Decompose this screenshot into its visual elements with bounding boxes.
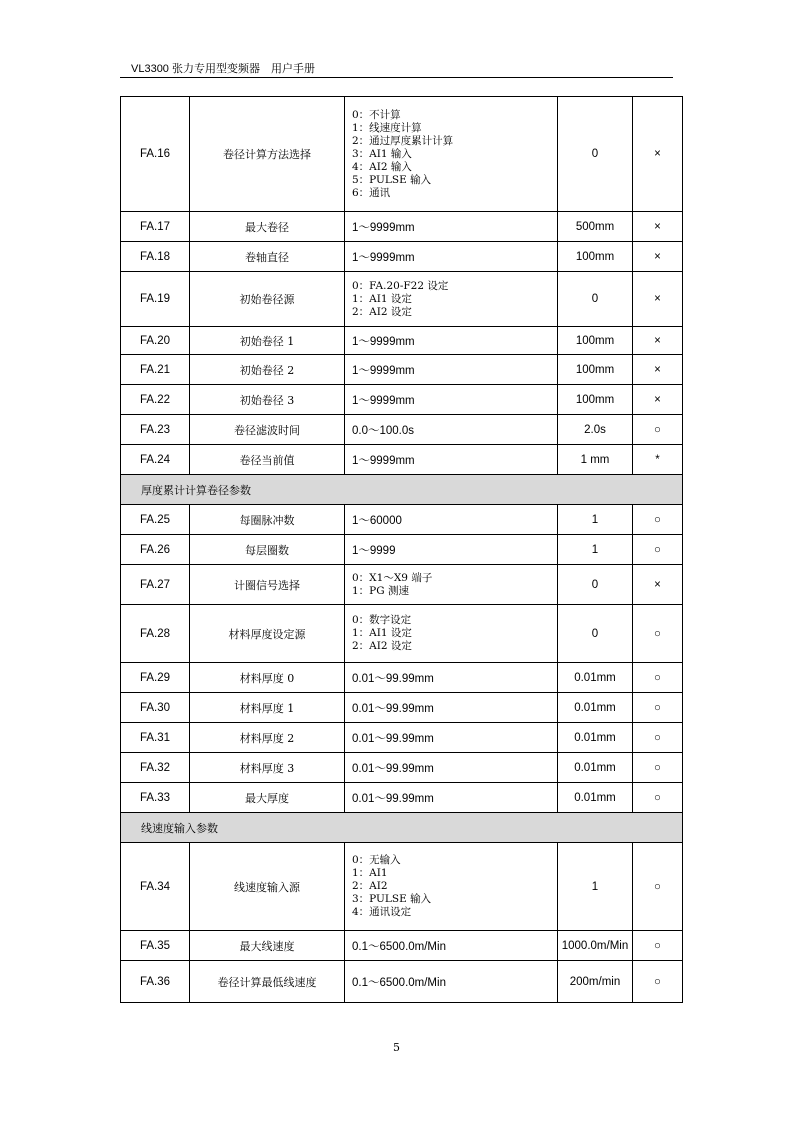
param-default: 0.01mm xyxy=(558,723,633,753)
param-name: 最大卷径 xyxy=(190,212,345,242)
param-range xyxy=(345,535,558,565)
param-change-attr: ○ xyxy=(633,605,683,663)
param-default: 0.01mm xyxy=(558,693,633,723)
param-name: 计圈信号选择 xyxy=(190,565,345,605)
range-line: 2：通过厚度累计计算 xyxy=(352,134,454,147)
param-range xyxy=(345,961,558,1003)
range-line: 1：AI1 设定 xyxy=(352,292,412,305)
range-line: 2：AI2 设定 xyxy=(352,305,412,318)
range-line: 1～9999mm xyxy=(352,251,415,264)
section-header-row xyxy=(121,475,683,505)
param-change-attr: ○ xyxy=(633,931,683,961)
param-name: 卷轴直径 xyxy=(190,242,345,272)
param-change-attr: × xyxy=(633,355,683,385)
table-row xyxy=(121,505,683,535)
param-code: FA.33 xyxy=(121,783,190,813)
param-code: FA.20 xyxy=(121,327,190,355)
range-line: 0.01～99.99mm xyxy=(352,762,434,775)
param-range xyxy=(345,783,558,813)
param-range xyxy=(345,97,558,212)
param-change-attr: ○ xyxy=(633,505,683,535)
table-row xyxy=(121,97,683,212)
param-name: 每层圈数 xyxy=(190,535,345,565)
table-row xyxy=(121,327,683,355)
range-line: 0.1～6500.0m/Min xyxy=(352,976,446,989)
param-code: FA.29 xyxy=(121,663,190,693)
range-line: 0：不计算 xyxy=(352,108,401,121)
param-range xyxy=(345,693,558,723)
table-row xyxy=(121,415,683,445)
param-range xyxy=(345,605,558,663)
table-row xyxy=(121,385,683,415)
range-line: 0.01～99.99mm xyxy=(352,732,434,745)
param-default: 1 mm xyxy=(558,445,633,475)
range-line: 6：通讯 xyxy=(352,186,391,199)
range-line: 0.0～100.0s xyxy=(352,424,415,437)
range-line: 1：AI1 设定 xyxy=(352,627,412,639)
section-title: 线速度输入参数 xyxy=(121,813,683,843)
range-line: 0：X1～X9 端子 xyxy=(352,571,433,584)
param-name: 卷径滤波时间 xyxy=(190,415,345,445)
param-code: FA.17 xyxy=(121,212,190,242)
param-range xyxy=(345,505,558,535)
param-default: 0 xyxy=(558,272,633,327)
range-line: 1：PG 测速 xyxy=(352,584,409,597)
table-row xyxy=(121,565,683,605)
param-name: 卷径当前值 xyxy=(190,445,345,475)
table-row xyxy=(121,663,683,693)
param-code: FA.16 xyxy=(121,97,190,212)
param-default: 1000.0m/Min xyxy=(558,931,633,961)
param-code: FA.21 xyxy=(121,355,190,385)
param-change-attr: × xyxy=(633,97,683,212)
param-name: 最大厚度 xyxy=(190,783,345,813)
range-line: 3：PULSE 输入 xyxy=(352,893,432,905)
param-default: 0.01mm xyxy=(558,663,633,693)
page-number: 5 xyxy=(393,1041,400,1054)
range-line: 1～60000 xyxy=(352,514,402,527)
param-name: 卷径计算最低线速度 xyxy=(190,961,345,1003)
param-name: 初始卷径 1 xyxy=(190,327,345,355)
param-default: 2.0s xyxy=(558,415,633,445)
param-range xyxy=(345,272,558,327)
param-change-attr: ○ xyxy=(633,753,683,783)
table-row xyxy=(121,961,683,1003)
param-code: FA.35 xyxy=(121,931,190,961)
param-default: 1 xyxy=(558,535,633,565)
range-line: 0.01～99.99mm xyxy=(352,672,434,685)
param-range xyxy=(345,355,558,385)
range-line: 2：AI2 设定 xyxy=(352,640,412,652)
range-line: 1～9999mm xyxy=(352,335,415,348)
range-line: 0.1～6500.0m/Min xyxy=(352,940,446,953)
param-code: FA.19 xyxy=(121,272,190,327)
param-change-attr: × xyxy=(633,327,683,355)
table-row xyxy=(121,212,683,242)
range-line: 1～9999mm xyxy=(352,394,415,407)
param-default: 500mm xyxy=(558,212,633,242)
param-name: 材料厚度 2 xyxy=(190,723,345,753)
table-row xyxy=(121,753,683,783)
table-row xyxy=(121,355,683,385)
range-line: 1：AI1 xyxy=(352,867,388,879)
document-header: VL3300 张力专用型变频器 用户手册 xyxy=(131,63,315,75)
table-row xyxy=(121,783,683,813)
range-line: 3：AI1 输入 xyxy=(352,147,412,160)
table-row xyxy=(121,605,683,663)
param-name: 线速度输入源 xyxy=(190,843,345,931)
range-line: 1～9999 xyxy=(352,544,396,557)
param-name: 初始卷径 3 xyxy=(190,385,345,415)
table-row xyxy=(121,693,683,723)
parameter-table xyxy=(120,96,683,1003)
param-code: FA.28 xyxy=(121,605,190,663)
param-default: 0 xyxy=(558,565,633,605)
range-line: 2：AI2 xyxy=(352,880,388,892)
param-change-attr: × xyxy=(633,272,683,327)
param-default: 0 xyxy=(558,605,633,663)
param-default: 100mm xyxy=(558,242,633,272)
param-change-attr: ○ xyxy=(633,783,683,813)
table-row xyxy=(121,272,683,327)
range-line: 0.01～99.99mm xyxy=(352,792,434,805)
range-line: 4：通讯设定 xyxy=(352,906,412,918)
param-code: FA.22 xyxy=(121,385,190,415)
param-change-attr: × xyxy=(633,212,683,242)
header-rule xyxy=(120,77,673,78)
range-line: 0：FA.20-F22 设定 xyxy=(352,279,449,292)
param-default: 1 xyxy=(558,505,633,535)
param-name: 最大线速度 xyxy=(190,931,345,961)
param-code: FA.30 xyxy=(121,693,190,723)
param-code: FA.36 xyxy=(121,961,190,1003)
table-row xyxy=(121,931,683,961)
param-change-attr: ○ xyxy=(633,961,683,1003)
parameter-table-body xyxy=(121,97,683,1003)
param-change-attr: × xyxy=(633,242,683,272)
param-change-attr: ○ xyxy=(633,535,683,565)
param-change-attr: * xyxy=(633,445,683,475)
param-name: 每圈脉冲数 xyxy=(190,505,345,535)
param-code: FA.18 xyxy=(121,242,190,272)
param-code: FA.26 xyxy=(121,535,190,565)
param-default: 0 xyxy=(558,97,633,212)
range-line: 0.01～99.99mm xyxy=(352,702,434,715)
range-line: 5：PULSE 输入 xyxy=(352,173,432,186)
range-line: 4：AI2 输入 xyxy=(352,160,412,173)
param-range xyxy=(345,327,558,355)
param-name: 材料厚度 0 xyxy=(190,663,345,693)
range-line: 1～9999mm xyxy=(352,221,415,234)
param-range xyxy=(345,931,558,961)
param-code: FA.32 xyxy=(121,753,190,783)
param-range xyxy=(345,415,558,445)
param-range xyxy=(345,385,558,415)
param-change-attr: ○ xyxy=(633,693,683,723)
param-code: FA.27 xyxy=(121,565,190,605)
table-row xyxy=(121,535,683,565)
param-change-attr: × xyxy=(633,385,683,415)
range-line: 1：线速度计算 xyxy=(352,121,422,134)
param-default: 0.01mm xyxy=(558,783,633,813)
param-change-attr: ○ xyxy=(633,843,683,931)
param-default: 200m/min xyxy=(558,961,633,1003)
param-change-attr: ○ xyxy=(633,415,683,445)
param-name: 材料厚度设定源 xyxy=(190,605,345,663)
param-change-attr: × xyxy=(633,565,683,605)
param-default: 100mm xyxy=(558,327,633,355)
param-name: 初始卷径源 xyxy=(190,272,345,327)
section-header-row xyxy=(121,813,683,843)
param-change-attr: ○ xyxy=(633,723,683,753)
param-code: FA.31 xyxy=(121,723,190,753)
param-range xyxy=(345,663,558,693)
range-line: 1～9999mm xyxy=(352,364,415,377)
table-row xyxy=(121,242,683,272)
range-line: 0：无输入 xyxy=(352,854,401,866)
param-range xyxy=(345,565,558,605)
param-code: FA.24 xyxy=(121,445,190,475)
param-code: FA.23 xyxy=(121,415,190,445)
param-default: 1 xyxy=(558,843,633,931)
param-code: FA.34 xyxy=(121,843,190,931)
table-row xyxy=(121,445,683,475)
section-title: 厚度累计计算卷径参数 xyxy=(121,475,683,505)
table-row xyxy=(121,723,683,753)
param-range xyxy=(345,843,558,931)
param-range xyxy=(345,445,558,475)
param-default: 100mm xyxy=(558,355,633,385)
param-range xyxy=(345,723,558,753)
param-name: 材料厚度 3 xyxy=(190,753,345,783)
param-default: 0.01mm xyxy=(558,753,633,783)
param-range xyxy=(345,753,558,783)
param-range xyxy=(345,212,558,242)
param-range xyxy=(345,242,558,272)
param-default: 100mm xyxy=(558,385,633,415)
param-name: 材料厚度 1 xyxy=(190,693,345,723)
param-change-attr: ○ xyxy=(633,663,683,693)
table-row xyxy=(121,843,683,931)
param-code: FA.25 xyxy=(121,505,190,535)
param-name: 初始卷径 2 xyxy=(190,355,345,385)
range-line: 0：数字设定 xyxy=(352,614,412,626)
range-line: 1～9999mm xyxy=(352,454,415,467)
param-name: 卷径计算方法选择 xyxy=(190,97,345,212)
